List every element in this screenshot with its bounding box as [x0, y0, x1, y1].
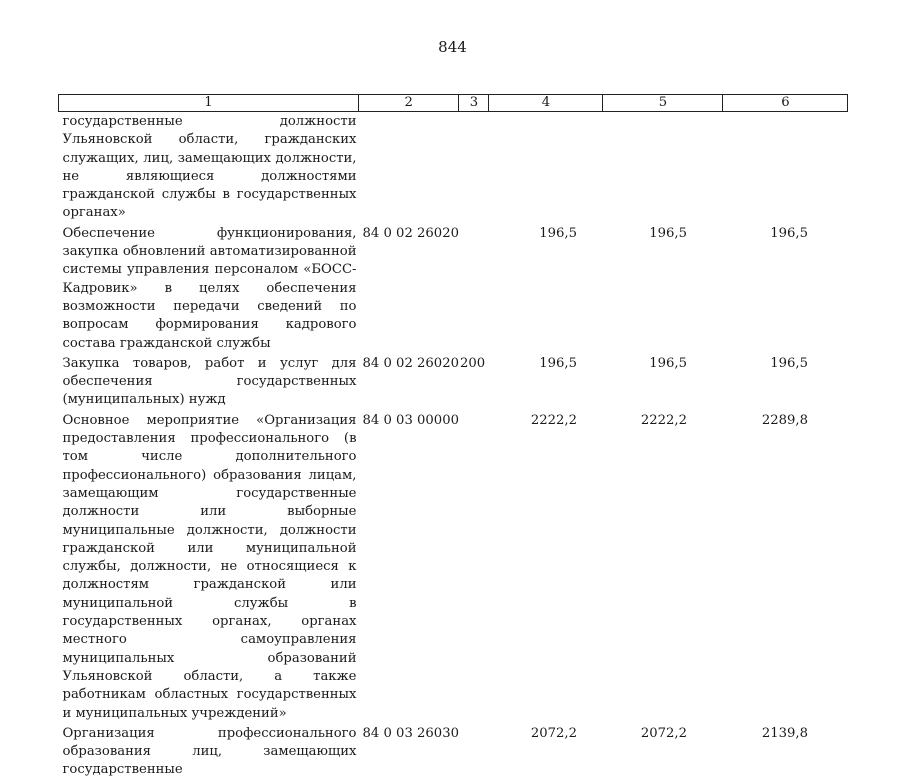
row-value-2: 2222,2: [640, 412, 687, 428]
column-header-5: 5: [603, 95, 723, 112]
row-value-3: 2139,8: [761, 725, 808, 741]
row-value-3: 196,5: [770, 225, 808, 241]
table-row: [59, 353, 848, 410]
table-row: [59, 223, 848, 353]
page-number: 844: [438, 38, 467, 56]
row-description: государственные должности Ульяновской области, гражданских служащих, лиц, замещающих должности, не являющиеся должностями гражданской службы в государственных органах»: [62, 114, 357, 221]
row-expense-type: [459, 410, 489, 723]
column-header-1: 1: [59, 95, 359, 112]
row-value-1: 196,5: [539, 355, 577, 371]
row-description: Организация профессионального образования лиц, замещающих государственные: [62, 725, 357, 778]
column-header-3: 3: [459, 95, 489, 112]
column-header-4: 4: [489, 95, 603, 112]
row-code: 84 0 02 26020: [362, 225, 459, 241]
row-value-1: 196,5: [539, 225, 577, 241]
column-header-6: 6: [723, 95, 848, 112]
row-expense-type: [459, 223, 489, 353]
row-value-3: 2289,8: [761, 412, 808, 428]
row-value-1: [489, 112, 603, 223]
row-value-3: 196,5: [770, 355, 808, 371]
row-value-1: 2222,2: [530, 412, 577, 428]
column-number-header-row: [59, 95, 848, 112]
table-row: [59, 723, 848, 780]
row-expense-type: 200: [459, 355, 486, 371]
row-code: [359, 112, 459, 223]
row-expense-type: [459, 112, 489, 223]
row-value-2: 196,5: [649, 225, 687, 241]
column-header-2: 2: [359, 95, 459, 112]
row-code: 84 0 03 00000: [362, 412, 459, 428]
row-value-2: [603, 112, 723, 223]
row-description: Основное мероприятие «Организация предоставления профессионального (в том числе дополнительного профессионального) образования лицам, замещающим государственные должности или выборные муниципальные должности, должности гражданской или муниципальной службы, должности, не относящиеся к должностям гражданской или муниципальной службы в государственных органах, органах местного самоуправления муниципальных образований Ульяновской области, а также работникам областных государственных и муниципальных учреждений»: [62, 412, 357, 721]
budget-table: [58, 94, 848, 780]
row-description: Обеспечение функционирования, закупка обновлений автоматизированной системы управления персоналом «БОСС-Кадровик» в целях обеспечения возможности передачи сведений по вопросам формирования кадрового состава гражданской службы: [62, 225, 357, 351]
table-row: [59, 112, 848, 223]
row-description: Закупка товаров, работ и услуг для обеспечения государственных (муниципальных) нужд: [62, 355, 357, 408]
row-value-3: [723, 112, 848, 223]
row-value-2: 196,5: [649, 355, 687, 371]
row-value-1: 2072,2: [530, 725, 577, 741]
row-code: 84 0 03 26030: [362, 725, 459, 741]
row-code: 84 0 02 26020: [362, 355, 459, 371]
row-expense-type: [459, 723, 489, 780]
row-value-2: 2072,2: [640, 725, 687, 741]
table-row: [59, 410, 848, 723]
